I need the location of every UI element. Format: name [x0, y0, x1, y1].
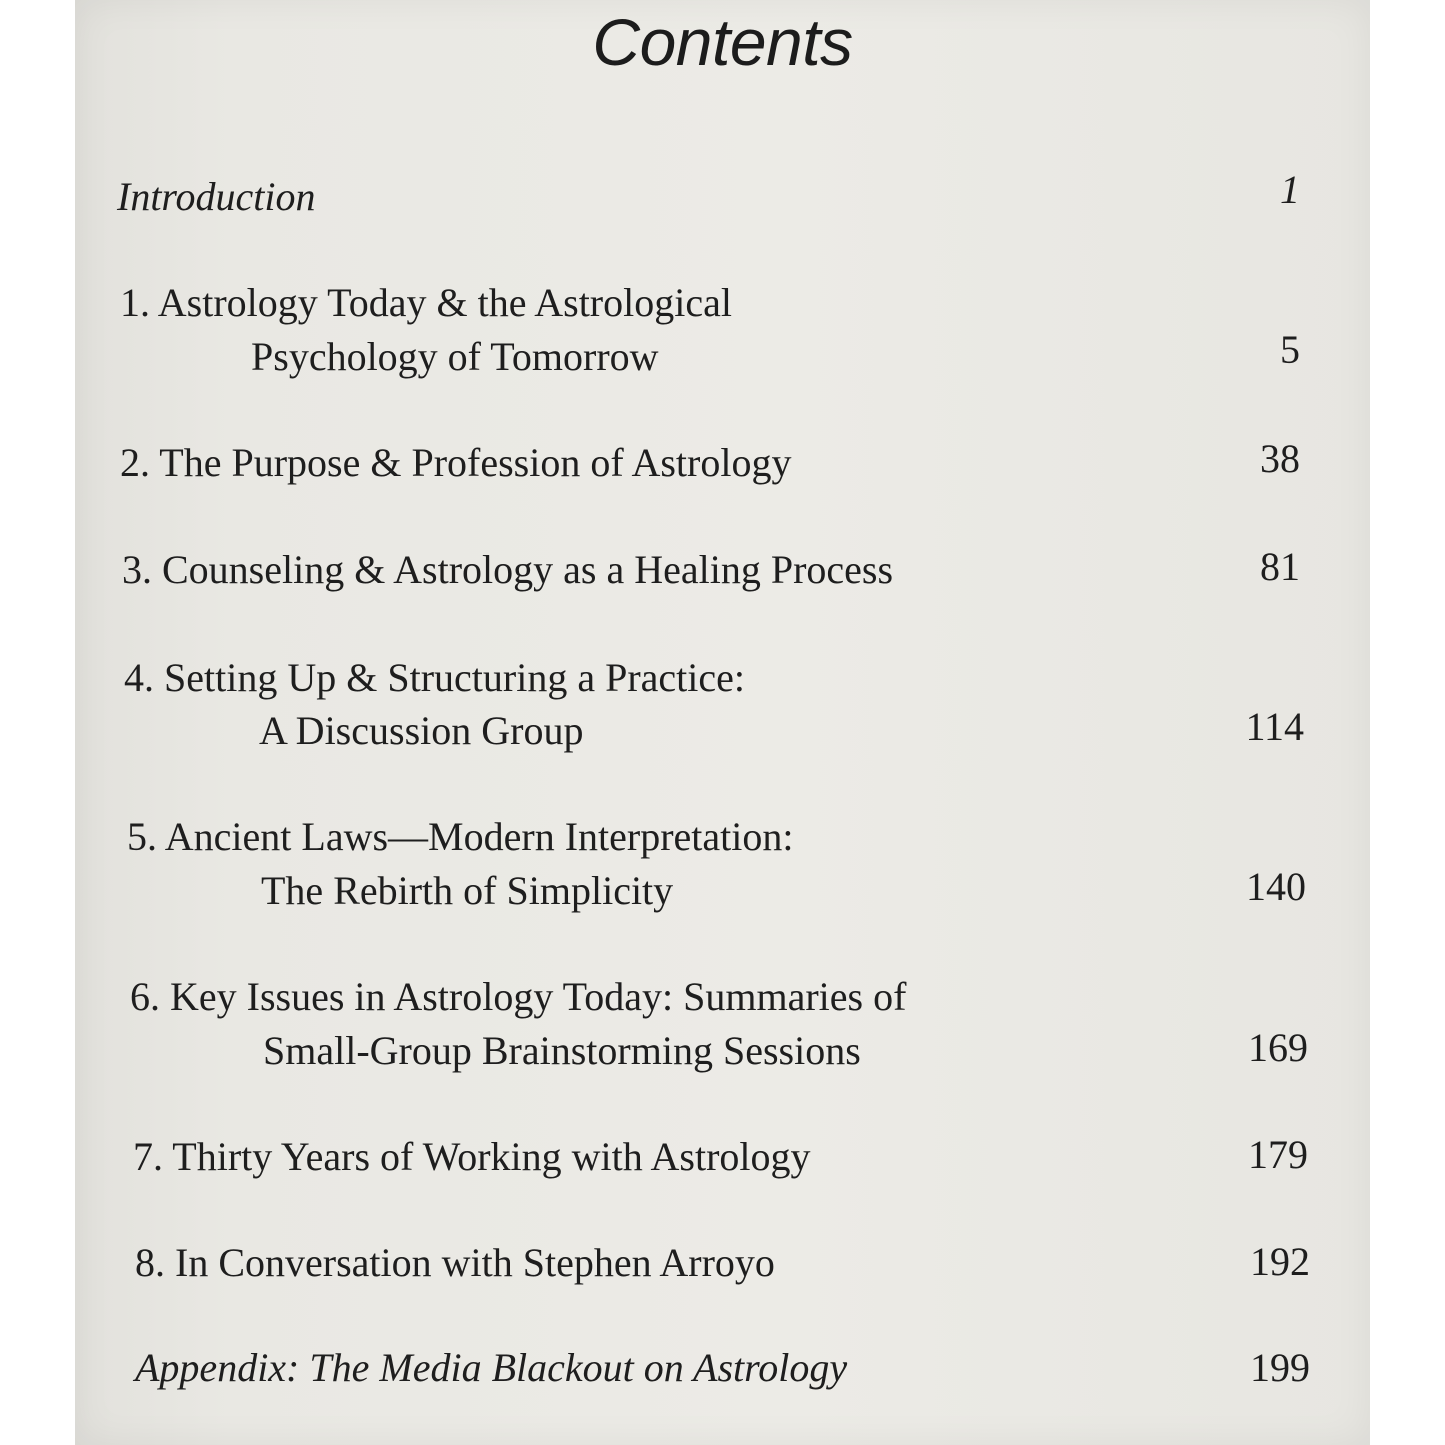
toc-page-number: 5 [1280, 327, 1300, 372]
toc-entry-title: 8. In Conversation with Stephen Arroyo [135, 1240, 775, 1285]
toc-page-number: 114 [1245, 704, 1304, 749]
toc-entry-title-continued: The Rebirth of Simplicity [261, 868, 674, 913]
toc-page-number: 1 [1280, 167, 1300, 212]
toc-entry-title: Introduction [117, 174, 316, 219]
toc-entry-title: 7. Thirty Years of Working with Astrology [133, 1134, 811, 1179]
toc-entry-title-continued: Small-Group Brainstorming Sessions [263, 1028, 861, 1073]
toc-entry-title: 3. Counseling & Astrology as a Healing Process [122, 547, 894, 592]
toc-entry-title: 6. Key Issues in Astrology Today: Summaries of [130, 974, 907, 1019]
toc-page-number: 192 [1250, 1239, 1310, 1284]
toc-page-number: 38 [1260, 436, 1300, 481]
toc-page-number: 169 [1248, 1025, 1308, 1070]
toc-entry-title-continued: A Discussion Group [259, 708, 584, 753]
toc-page-number: 140 [1246, 864, 1306, 909]
toc-entry-title: 2. The Purpose & Profession of Astrology [120, 440, 792, 485]
page-title: Contents [592, 5, 853, 79]
toc-entry-title: 4. Setting Up & Structuring a Practice: [124, 655, 745, 700]
toc-page-number: 179 [1248, 1132, 1308, 1177]
toc-entry-title: Appendix: The Media Blackout on Astrology [135, 1345, 848, 1390]
book-page [75, 0, 1370, 1445]
toc-entry-title: 1. Astrology Today & the Astrological [120, 280, 732, 325]
toc-page-number: 81 [1260, 544, 1300, 589]
toc-page-number: 199 [1250, 1345, 1310, 1390]
toc-entry-title-continued: Psychology of Tomorrow [251, 334, 659, 379]
toc-entry-title: 5. Ancient Laws—Modern Interpretation: [127, 814, 794, 859]
